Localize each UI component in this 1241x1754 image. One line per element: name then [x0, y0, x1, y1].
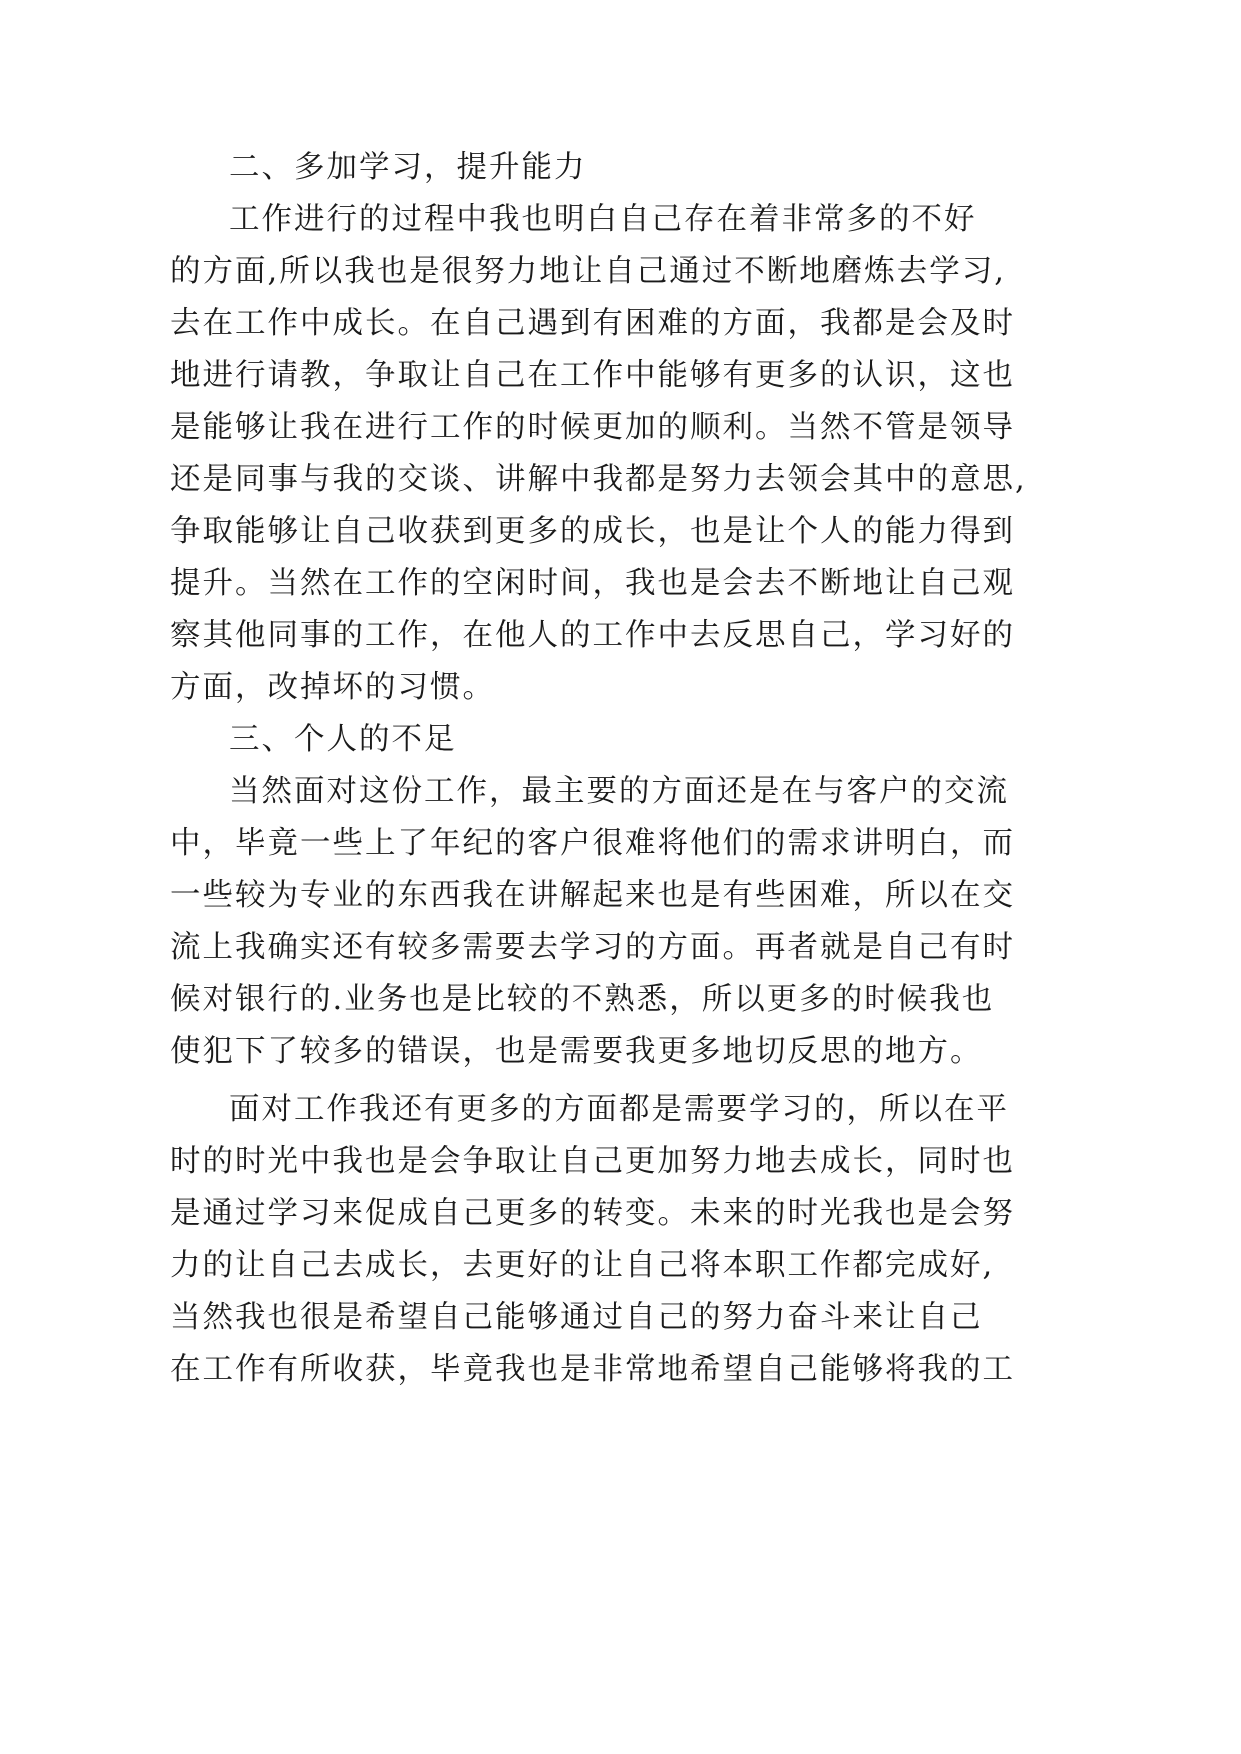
- paragraph-line: 工作进行的过程中我也明白自己存在着非常多的不好: [229, 202, 977, 237]
- paragraph-line: 候对银行的.业务也是比较的不熟悉，所以更多的时候我也: [170, 982, 995, 1017]
- paragraph-line: 一些较为专业的东西我在讲解起来也是有些困难，所以在交: [170, 878, 1015, 913]
- paragraph-line: 争取能够让自己收获到更多的成长，也是让个人的能力得到: [170, 514, 1015, 549]
- paragraph-line: 流上我确实还有较多需要去学习的方面。再者就是自己有时: [170, 930, 1015, 965]
- paragraph-line: 提升。当然在工作的空闲时间，我也是会去不断地让自己观: [170, 566, 1015, 601]
- paragraph-line: 方面，改掉坏的习惯。: [170, 670, 495, 705]
- paragraph-line: 力的让自己去成长，去更好的让自己将本职工作都完成好,: [170, 1248, 995, 1283]
- paragraph-line: 面对工作我还有更多的方面都是需要学习的，所以在平: [229, 1092, 1009, 1127]
- paragraph-line: 当然面对这份工作，最主要的方面还是在与客户的交流: [229, 774, 1009, 809]
- section-heading: 二、多加学习，提升能力: [229, 150, 587, 185]
- paragraph-line: 时的时光中我也是会争取让自己更加努力地去成长，同时也: [170, 1144, 1015, 1179]
- paragraph-line: 地进行请教，争取让自己在工作中能够有更多的认识，这也: [170, 358, 1015, 393]
- paragraph-line: 是通过学习来促成自己更多的转变。未来的时光我也是会努: [170, 1196, 1015, 1231]
- paragraph-line: 当然我也很是希望自己能够通过自己的努力奋斗来让自己: [170, 1300, 983, 1335]
- paragraph-line: 去在工作中成长。在自己遇到有困难的方面，我都是会及时: [170, 306, 1015, 341]
- paragraph-line: 使犯下了较多的错误，也是需要我更多地切反思的地方。: [170, 1034, 983, 1069]
- section-heading: 三、个人的不足: [229, 722, 457, 757]
- paragraph-line: 还是同事与我的交谈、讲解中我都是努力去领会其中的意思,: [170, 462, 1027, 497]
- paragraph-line: 察其他同事的工作，在他人的工作中去反思自己，学习好的: [170, 618, 1015, 653]
- paragraph-line: 是能够让我在进行工作的时候更加的顺利。当然不管是领导: [170, 410, 1015, 445]
- paragraph-line: 的方面,所以我也是很努力地让自己通过不断地磨炼去学习,: [170, 254, 1006, 289]
- paragraph-line: 中，毕竟一些上了年纪的客户很难将他们的需求讲明白，而: [170, 826, 1015, 861]
- paragraph-line: 在工作有所收获，毕竟我也是非常地希望自己能够将我的工: [170, 1352, 1015, 1387]
